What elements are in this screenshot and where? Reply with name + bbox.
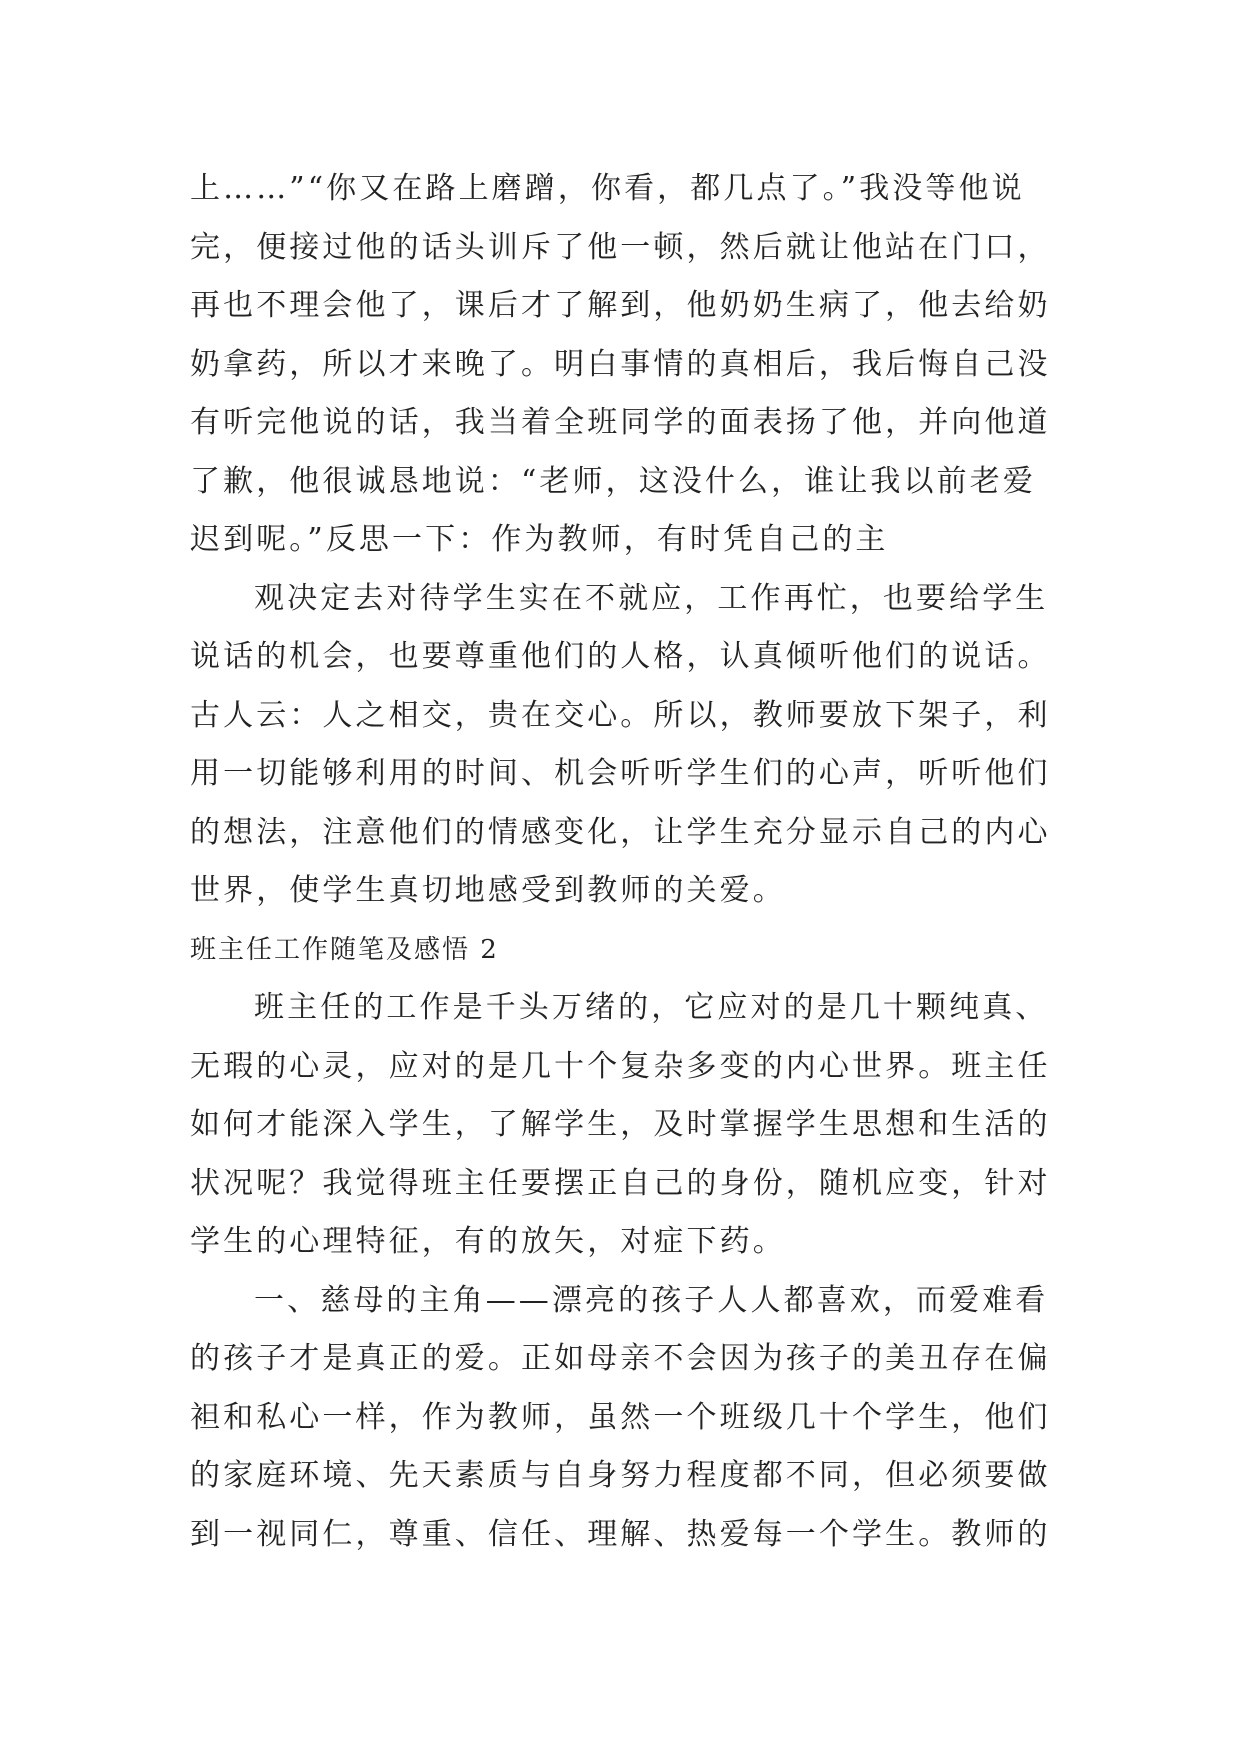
- text-line: 的家庭环境、先天素质与自身努力程度都不同，但必须要做: [190, 1458, 1051, 1493]
- text-line: 世界，使学生真切地感受到教师的关爱。: [190, 873, 786, 908]
- text-line: 状况呢？我觉得班主任要摆正自己的身份，随机应变，针对: [190, 1165, 1051, 1201]
- text-line: 无瑕的心灵，应对的是几十个复杂多变的内心世界。班主任: [190, 1048, 1051, 1084]
- text-line: 的孩子才是真正的爱。正如母亲不会因为孩子的美丑存在偏: [190, 1341, 1051, 1376]
- paragraph-3: [190, 979, 1070, 1272]
- text-line: 用一切能够利用的时间、机会听听学生们的心声，听听他们: [190, 756, 1051, 791]
- paragraph-2: [190, 570, 1070, 921]
- text-line: 的想法，注意他们的情感变化，让学生充分显示自己的内心: [190, 814, 1051, 850]
- text-line: 再也不理会他了，课后才了解到，他奶奶生病了，他去给奶: [190, 288, 1051, 323]
- text-line: 完，便接过他的话头训斥了他一顿，然后就让他站在门口，: [190, 229, 1051, 265]
- section-heading: 班主任工作随笔及感悟 2: [190, 934, 499, 965]
- text-line: 学生的心理特征，有的放矢，对症下药。: [190, 1224, 786, 1259]
- text-line: 袒和私心一样，作为教师，虽然一个班级几十个学生，他们: [190, 1399, 1051, 1435]
- text-line: 奶拿药，所以才来晚了。明白事情的真相后，我后悔自己没: [190, 346, 1051, 382]
- text-line: 有听完他说的话，我当着全班同学的面表扬了他，并向他道: [190, 405, 1051, 440]
- text-line: 观决定去对待学生实在不就应，工作再忙，也要给学生: [254, 580, 1049, 616]
- text-line: 说话的机会，也要尊重他们的人格，认真倾听他们的说话。: [190, 639, 1051, 674]
- document-page: [190, 160, 1070, 1564]
- text-line: 一、慈母的主角——漂亮的孩子人人都喜欢，而爱难看: [254, 1282, 1049, 1318]
- paragraph-1: [190, 160, 1070, 570]
- text-line: 迟到呢。”反思一下：作为教师，有时凭自己的主: [190, 522, 889, 557]
- paragraph-4: [190, 1272, 1070, 1565]
- text-line: 上……”“你又在路上磨蹭，你看，都几点了。”我没等他说: [190, 171, 1025, 206]
- text-line: 班主任的工作是千头万绪的，它应对的是几十颗纯真、: [254, 990, 1049, 1025]
- text-line: 到一视同仁，尊重、信任、理解、热爱每一个学生。教师的: [190, 1516, 1051, 1552]
- text-line: 了歉，他很诚恳地说：“老师，这没什么，谁让我以前老爱: [190, 463, 1036, 499]
- text-line: 古人云：人之相交，贵在交心。所以，教师要放下架子，利: [190, 697, 1051, 733]
- text-line: 如何才能深入学生，了解学生，及时掌握学生思想和生活的: [190, 1107, 1051, 1142]
